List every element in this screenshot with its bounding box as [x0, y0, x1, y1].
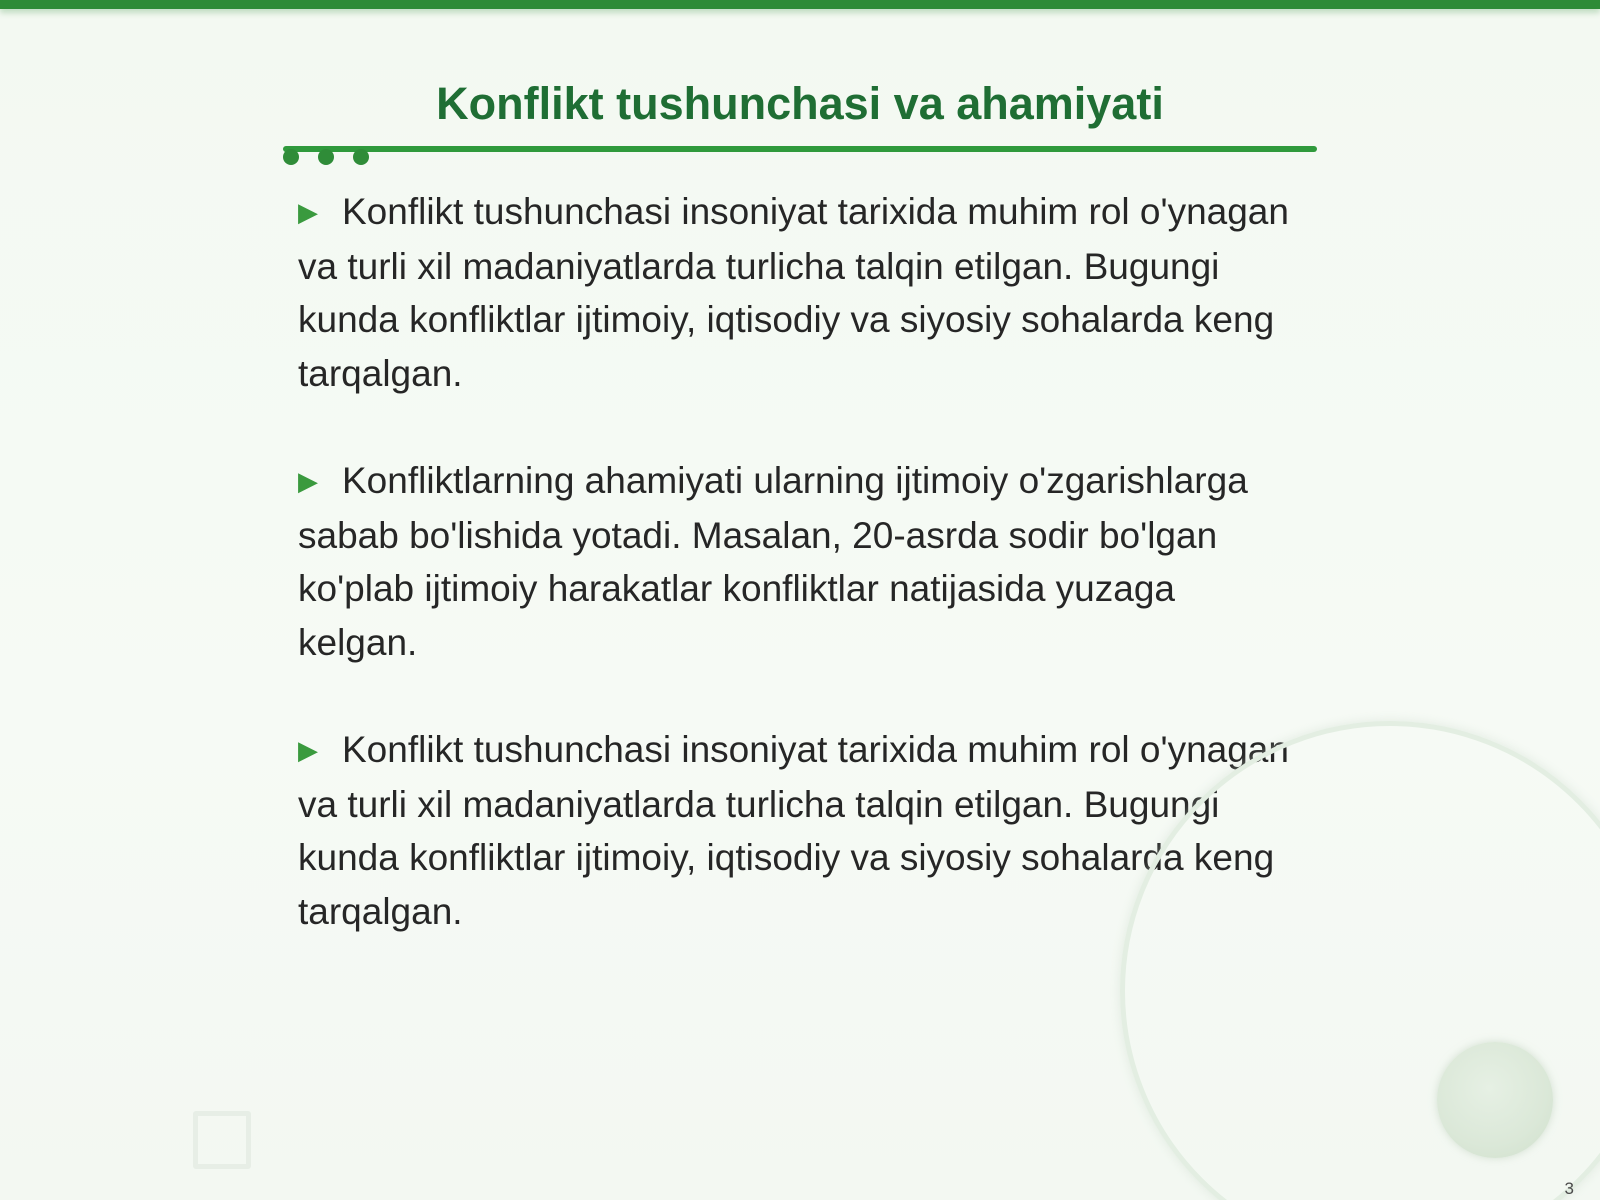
underline-dot: [283, 149, 299, 165]
triangle-bullet-icon: ▶: [298, 466, 318, 496]
bullet-text: Konfliktlarning ahamiyati ularning ijtimoiy o'zgarishlarga sabab bo'lishida yotadi. Masalan, 20-asrda sodir bo'lgan ko'plab ijtimoiy harakatlar konfliktlar natijasida yuzaga kelgan.: [298, 460, 1248, 663]
slide-title: Konflikt tushunchasi va ahamiyati: [436, 78, 1164, 129]
bullet-text: Konflikt tushunchasi insoniyat tarixida muhim rol o'ynagan va turli xil madaniyatlarda turlicha talqin etilgan. Bugungi kunda konfliktlar ijtimoiy, iqtisodiy va siyosiy sohalarda keng tarqalgan.: [298, 729, 1289, 932]
page-number: 3: [1564, 1179, 1574, 1198]
underline-dot: [318, 149, 334, 165]
bullet-item: [298, 454, 1300, 669]
triangle-bullet-icon: ▶: [298, 735, 318, 765]
underline-dot: [353, 149, 369, 165]
title-underline: [283, 146, 1317, 152]
bullet-item: [298, 185, 1300, 400]
decorative-circle: [1437, 1042, 1553, 1158]
top-accent-bar: [0, 0, 1600, 9]
triangle-bullet-icon: ▶: [298, 197, 318, 227]
decorative-square: [193, 1111, 251, 1169]
bullet-text: Konflikt tushunchasi insoniyat tarixida muhim rol o'ynagan va turli xil madaniyatlarda turlicha talqin etilgan. Bugungi kunda konfliktlar ijtimoiy, iqtisodiy va siyosiy sohalarda keng tarqalgan.: [298, 191, 1289, 394]
